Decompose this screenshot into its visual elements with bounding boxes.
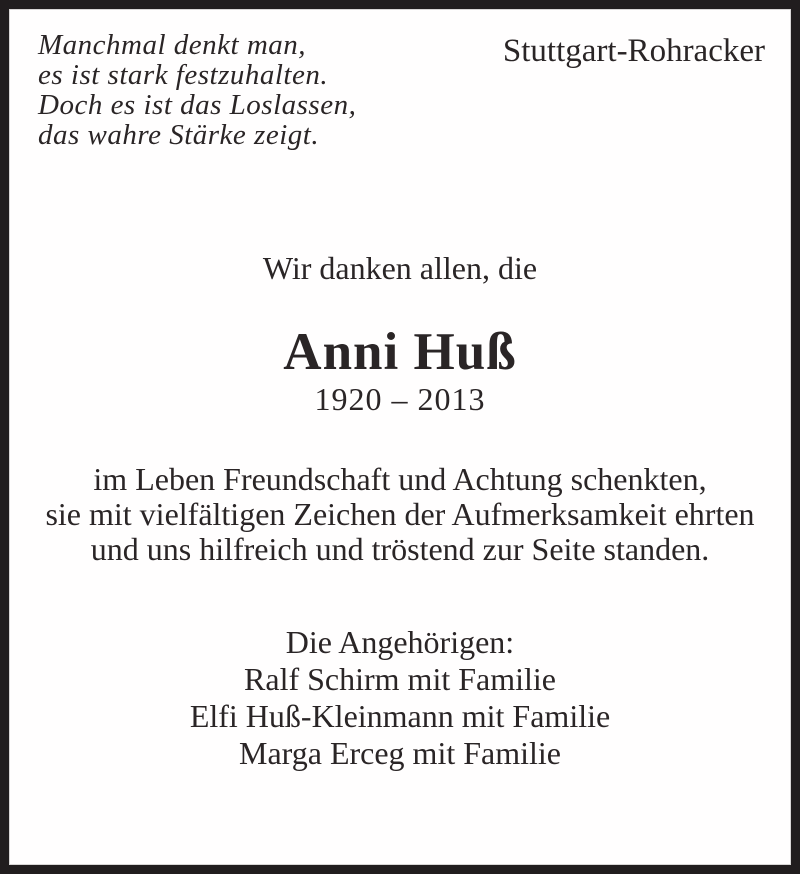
thanks-line: sie mit vielfältigen Zeichen der Aufmerksamkeit ehrten: [45, 496, 755, 532]
family-line: Elfi Huß-Kleinmann mit Familie: [189, 698, 611, 734]
family-line: Ralf Schirm mit Familie: [244, 661, 556, 697]
epigraph-quote: [38, 30, 356, 150]
life-years: 1920 – 2013: [314, 381, 486, 417]
epigraph-line: es ist stark festzuhalten.: [38, 59, 329, 91]
intro-line: Wir danken allen, die: [262, 250, 538, 286]
epigraph-line: Manchmal denkt man,: [38, 29, 307, 61]
notice-paper: [9, 9, 791, 865]
mourners-block: [9, 624, 791, 772]
epigraph-line: das wahre Stärke zeigt.: [38, 119, 320, 151]
epigraph-line: Doch es ist das Loslassen,: [38, 89, 357, 121]
family-line: Marga Erceg mit Familie: [239, 735, 561, 771]
closing-line: Die Angehörigen:: [285, 624, 515, 660]
thanks-paragraph: [9, 462, 791, 567]
location-label: Stuttgart-Rohracker: [502, 33, 765, 69]
thanks-line: und uns hilfreich und tröstend zur Seite standen.: [90, 531, 710, 567]
deceased-name: Anni Huß: [283, 323, 517, 381]
thanks-line: im Leben Freundschaft und Achtung schenkten,: [93, 461, 707, 497]
